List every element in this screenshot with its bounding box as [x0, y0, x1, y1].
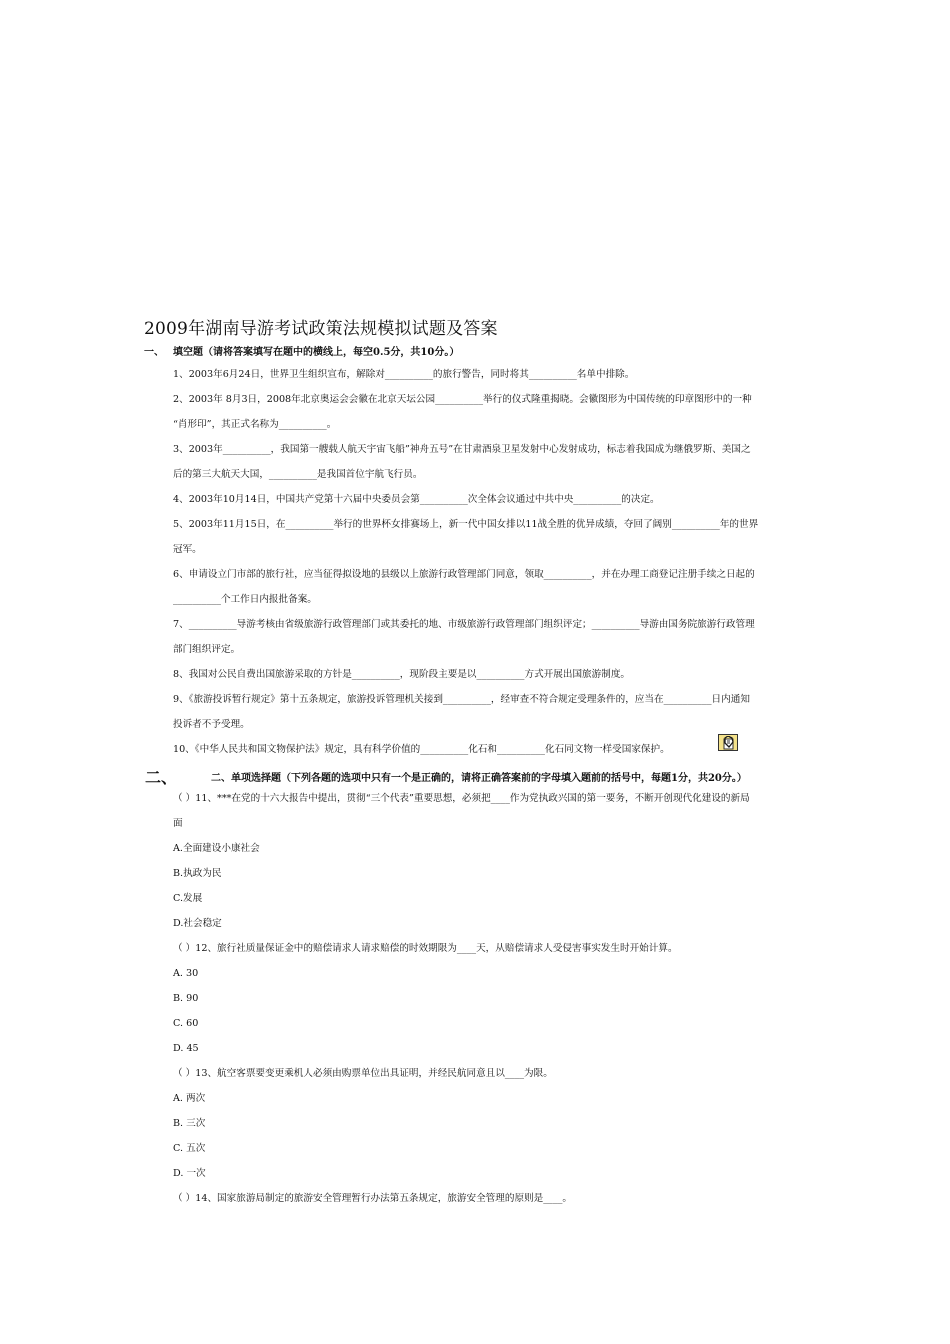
section-2-number: 二、	[145, 768, 178, 787]
choice-line: （ ）11、***在党的十六大报告中提出，贯彻“三个代表”重要思想，必须把____作为党执政兴国的第一要务，不断开创现代化建设的新局	[173, 793, 750, 804]
choice-option: A.全面建设小康社会	[173, 843, 260, 854]
fill-line: 部门组织评定。	[173, 644, 241, 655]
fill-line: 投诉者不予受理。	[173, 719, 250, 730]
choice-option: B.执政为民	[173, 868, 222, 879]
fill-line: 后的第三大航天大国，__________是我国首位宇航飞行员。	[173, 469, 423, 480]
choice-line: （ ）13、航空客票要变更乘机人必须由购票单位出具证明，并经民航同意且以____为限。	[173, 1068, 553, 1079]
choice-option: A. 30	[173, 968, 199, 979]
section-1-number: 一、	[144, 347, 164, 358]
choice-option: D.社会稳定	[173, 918, 222, 929]
choice-line: 面	[173, 818, 183, 829]
section-1-heading	[144, 343, 459, 358]
fill-line: 2、2003年 8月3日，2008年北京奥运会会徽在北京天坛公园__________举行的仪式隆重揭晓。会徽图形为中国传统的印章图形中的一种	[173, 394, 752, 405]
choice-option: B. 90	[173, 993, 199, 1004]
choice-option: A. 两次	[173, 1093, 206, 1104]
fill-line: 10、《中华人民共和国文物保护法》规定，具有科学价值的__________化石和__________化石同文物一样受国家保护。	[173, 744, 670, 755]
fill-line: 冠军。	[173, 544, 202, 555]
choice-line: （ ）14、国家旅游局制定的旅游安全管理暂行办法第五条规定，旅游安全管理的原则是____。	[173, 1193, 573, 1204]
choice-option: D. 一次	[173, 1168, 206, 1179]
choice-option: B. 三次	[173, 1118, 206, 1129]
fill-line: “肖形印”，其正式名称为__________。	[173, 419, 337, 430]
choice-line: （ ）12、旅行社质量保证金中的赔偿请求人请求赔偿的时效期限为____天，从赔偿请求人受侵害事实发生时开始计算。	[173, 943, 678, 954]
choice-option: C.发展	[173, 893, 203, 904]
clipboard-icon[interactable]	[718, 734, 738, 751]
fill-line: 1、2003年6月24日，世界卫生组织宣布，解除对__________的旅行警告，同时将其__________名单中排除。	[173, 369, 635, 380]
fill-line: 6、申请设立门市部的旅行社，应当征得拟设地的县级以上旅游行政管理部门同意，领取__________，并在办理工商登记注册手续之日起的	[173, 569, 755, 580]
fill-line: 3、2003年__________，我国第一艘载人航天宇宙飞船”神舟五号”在甘肃酒泉卫星发射中心发射成功，标志着我国成为继俄罗斯、美国之	[173, 444, 751, 455]
fill-line: 8、我国对公民自费出国旅游采取的方针是__________，现阶段主要是以__________方式开展出国旅游制度。	[173, 669, 631, 680]
fill-line: 7、__________导游考核由省级旅游行政管理部门或其委托的地、市级旅游行政管理部门组织评定；__________导游由国务院旅游行政管理	[173, 619, 755, 630]
document-title: 2009年湖南导游考试政策法规模拟试题及答案	[144, 319, 498, 339]
fill-line: 4、2003年10月14日，中国共产党第十六届中央委员会第__________次全体会议通过中共中央__________的决定。	[173, 494, 660, 505]
section-2-title: 二、单项选择题（下列各题的选项中只有一个是正确的，请将正确答案前的字母填入题前的括号中，每题1分，共20分。）	[211, 773, 747, 784]
choice-option: C. 五次	[173, 1143, 206, 1154]
choice-option: D. 45	[173, 1043, 199, 1054]
fill-line: 5、2003年11月15日，在__________举行的世界杯女排赛场上，新一代中国女排以11战全胜的优异成绩，夺回了阔别__________年的世界	[173, 519, 759, 530]
fill-line: 9、《旅游投诉暂行规定》第十五条规定，旅游投诉管理机关接到__________，经审查不符合规定受理条件的，应当在__________日内通知	[173, 694, 750, 705]
section-1-title: 填空题（请将答案填写在题中的横线上，每空0.5分，共10分。）	[173, 347, 460, 358]
choice-option: C. 60	[173, 1018, 199, 1029]
fill-line: __________个工作日内报批备案。	[173, 594, 317, 605]
